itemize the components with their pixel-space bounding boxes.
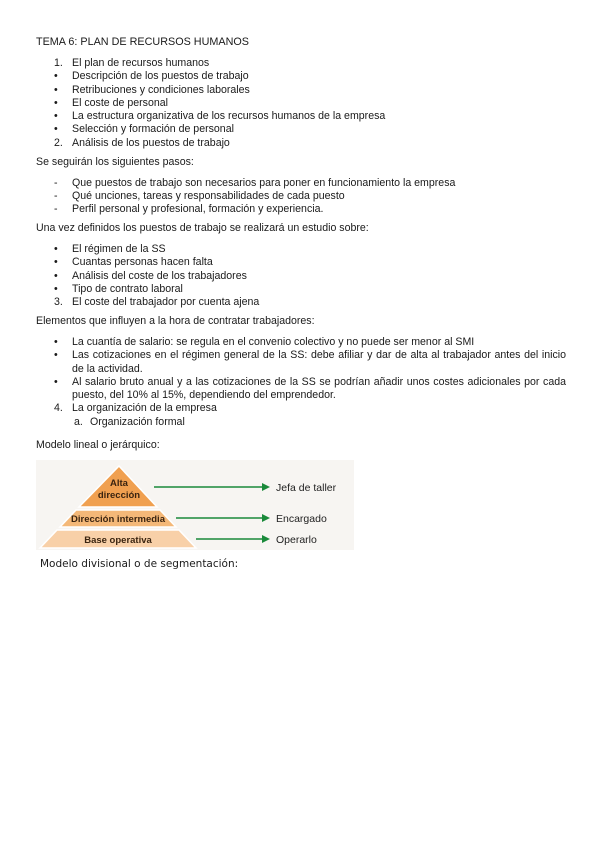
list-marker: • [54, 269, 58, 282]
list-text: Retribuciones y condiciones laborales [72, 83, 250, 96]
list-item [36, 137, 566, 150]
level-mid-label: Dirección intermedia [71, 513, 165, 525]
list-text: El coste de personal [72, 96, 168, 109]
list-item [36, 402, 566, 415]
level-top-line1: Alta [110, 477, 128, 489]
list-marker: • [54, 282, 58, 295]
list-item [36, 110, 566, 123]
list-text: Qué unciones, tareas y responsabilidades de cada puesto [72, 189, 345, 202]
list-item [36, 57, 566, 70]
list-marker: • [54, 110, 58, 123]
list-marker: • [54, 123, 58, 136]
list-text: Análisis de los puestos de trabajo [72, 136, 230, 149]
list-text: Cuantas personas hacen falta [72, 256, 213, 269]
list-marker: • [54, 70, 58, 83]
list-item [36, 349, 566, 376]
list-marker: 4. [54, 402, 63, 415]
list-text: El plan de recursos humanos [72, 57, 210, 69]
list-marker: - [54, 203, 58, 216]
outline-list [36, 57, 566, 150]
list-marker: - [54, 176, 58, 189]
list-marker: 2. [54, 136, 63, 149]
list-item [36, 416, 566, 429]
factors-list [36, 336, 566, 416]
list-text: Organización formal [90, 415, 185, 428]
list-text: La estructura organizativa de los recursos humanos de la empresa [72, 110, 386, 123]
factors-intro: Elementos que influyen a la hora de contratar trabajadores: [36, 315, 315, 328]
list-text: Descripción de los puestos de trabajo [72, 70, 249, 83]
list-marker: - [54, 189, 58, 202]
level-top-line2: dirección [97, 489, 141, 501]
list-text: La organización de la empresa [72, 402, 217, 415]
steps-list [36, 177, 566, 217]
list-marker: • [54, 256, 58, 269]
list-item [36, 203, 566, 216]
list-marker: • [54, 349, 58, 362]
list-marker: 1. [54, 57, 63, 69]
list-item [36, 97, 566, 110]
list-item [36, 283, 566, 296]
list-text: Tipo de contrato laboral [72, 282, 183, 295]
hierarchy-diagram-svg [36, 460, 354, 550]
document-page [36, 36, 566, 570]
list-marker: • [54, 242, 58, 255]
list-item [36, 256, 566, 269]
list-marker: • [54, 83, 58, 96]
list-marker: a. [74, 415, 83, 428]
study-list [36, 243, 566, 309]
hierarchy-diagram [36, 460, 354, 550]
study-intro: Una vez definidos los puestos de trabajo se realizará un estudio sobre: [36, 222, 369, 235]
diagram-caption: Modelo lineal o jerárquico: [36, 439, 160, 452]
list-item [36, 270, 566, 283]
list-item [36, 123, 566, 136]
list-text: La cuantía de salario: se regula en el convenio colectivo y no puede ser menor al SMI [72, 335, 475, 348]
list-text: El régimen de la SS [72, 242, 166, 255]
list-marker: • [54, 335, 58, 348]
list-marker: • [54, 375, 58, 388]
list-text: El coste del trabajador por cuenta ajena [72, 296, 260, 309]
list-item [36, 84, 566, 97]
list-item [36, 243, 566, 256]
out-mid-label: Encargado [276, 512, 327, 525]
document-title: TEMA 6: PLAN DE RECURSOS HUMANOS [36, 36, 249, 48]
steps-intro: Se seguirán los siguientes pasos: [36, 156, 194, 169]
list-text: Al salario bruto anual y a las cotizaciones de la SS se podrían añadir unos costes adicionales por cada puesto, del 10% al 15%, dependiendo del emprendedor. [72, 375, 566, 402]
list-marker: • [54, 96, 58, 109]
second-diagram-caption: Modelo divisional o de segmentación: [40, 557, 239, 570]
list-text: Análisis del coste de los trabajadores [72, 269, 247, 282]
list-text: Que puestos de trabajo son necesarios para poner en funcionamiento la empresa [72, 176, 456, 189]
list-text: Las cotizaciones en el régimen general de la SS: debe afiliar y dar de alta al trabajador antes del inicio de la actividad. [72, 349, 566, 375]
list-text: Perfil personal y profesional, formación y experiencia. [72, 203, 324, 216]
list-item [36, 70, 566, 83]
level-base-label: Base operativa [84, 534, 152, 546]
list-item [36, 376, 566, 403]
sub-list [36, 416, 566, 429]
list-marker: 3. [54, 296, 63, 309]
list-item [36, 177, 566, 190]
list-text: Selección y formación de personal [72, 123, 234, 136]
out-base-label: Operarlo [276, 533, 317, 546]
list-item [36, 296, 566, 309]
list-item [36, 336, 566, 349]
list-item [36, 190, 566, 203]
out-top-label: Jefa de taller [276, 481, 337, 494]
